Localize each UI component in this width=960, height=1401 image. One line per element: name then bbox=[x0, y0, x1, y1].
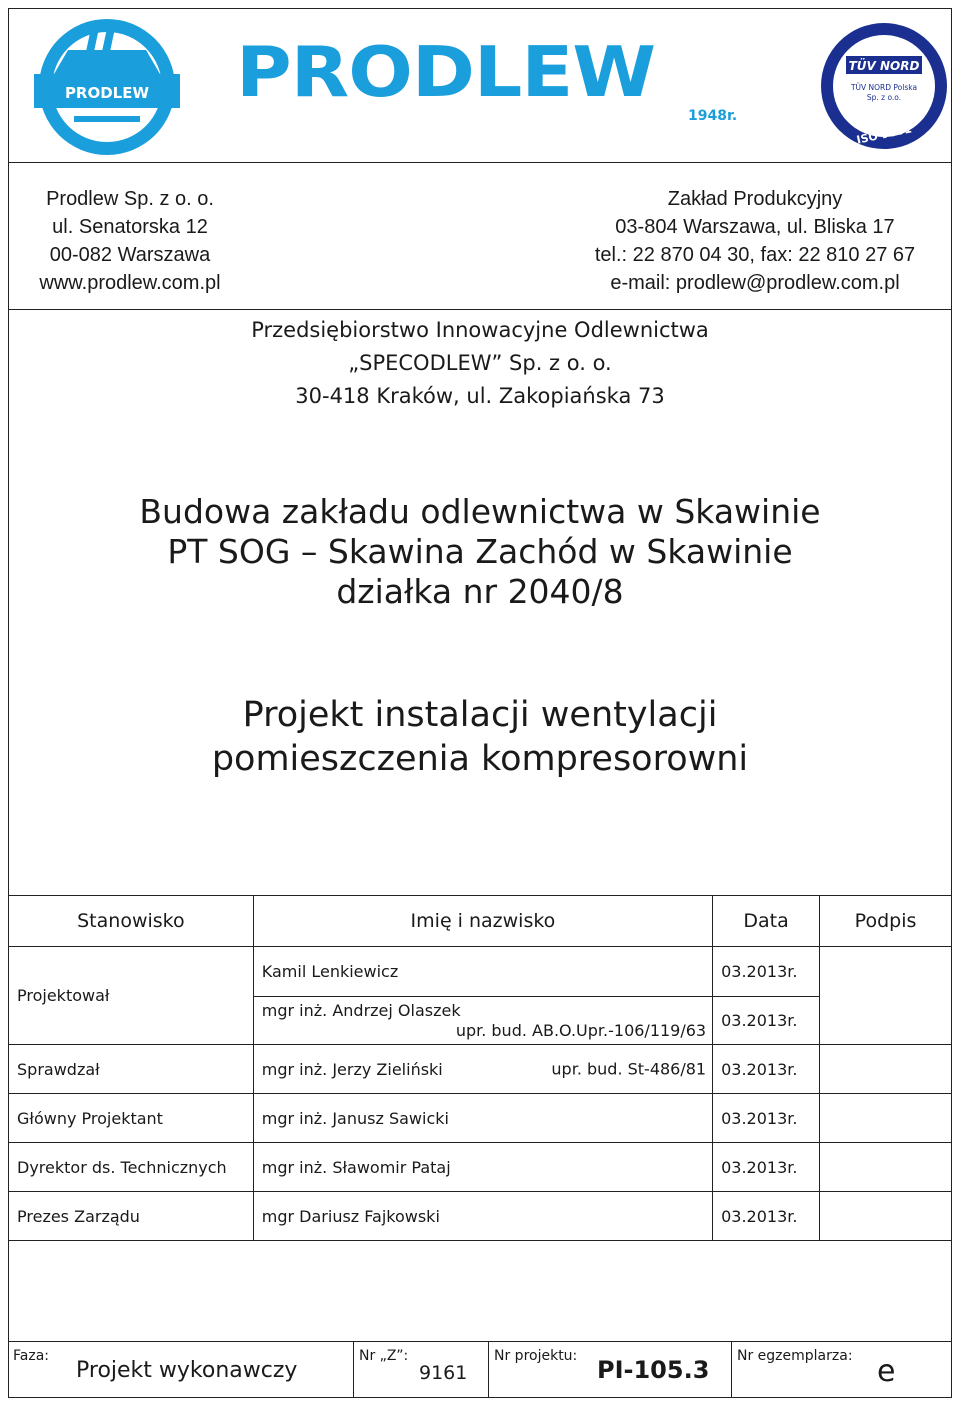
name-cell: mgr inż. Jerzy Zieliński upr. bud. St-486/81 bbox=[253, 1045, 712, 1094]
date-cell: 03.2013r. bbox=[713, 1094, 820, 1143]
table-row bbox=[9, 1192, 952, 1241]
position-cell: Główny Projektant bbox=[9, 1094, 254, 1143]
signature-cell bbox=[820, 1192, 952, 1241]
investment-title bbox=[60, 492, 900, 612]
name-cell: mgr inż. Sławomir Pataj bbox=[253, 1143, 712, 1192]
table-row bbox=[9, 947, 952, 997]
header-name: Imię i nazwisko bbox=[253, 896, 712, 947]
header-date: Data bbox=[713, 896, 820, 947]
signature-table bbox=[8, 895, 952, 1241]
date-cell: 03.2013r. bbox=[713, 1192, 820, 1241]
z-number-label: Nr „Z”: bbox=[359, 1348, 409, 1364]
position-cell: Projektował bbox=[9, 947, 254, 1045]
copy-number-label: Nr egzemplarza: bbox=[737, 1348, 853, 1364]
company-city: 00-082 Warszawa bbox=[49, 244, 211, 266]
brand-name: PRODLEW bbox=[236, 30, 656, 113]
table-row bbox=[9, 1094, 952, 1143]
signature-cell bbox=[820, 1143, 952, 1192]
subcontractor-line-3: 30-418 Kraków, ul. Zakopiańska 73 bbox=[295, 384, 665, 408]
plant-name: Zakład Produkcyjny bbox=[667, 188, 843, 210]
address-left bbox=[14, 185, 246, 297]
company-website: www.prodlew.com.pl bbox=[39, 272, 221, 294]
signature-cell bbox=[820, 1045, 952, 1094]
table-row bbox=[9, 1143, 952, 1192]
table-row bbox=[9, 1045, 952, 1094]
divider-header bbox=[8, 162, 952, 163]
project-title-line-2: pomieszczenia kompresorowni bbox=[211, 739, 749, 779]
investment-line-1: Budowa zakładu odlewnictwa w Skawinie bbox=[139, 492, 821, 531]
plant-address: 03-804 Warszawa, ul. Bliska 17 bbox=[615, 216, 895, 238]
header-position: Stanowisko bbox=[9, 896, 254, 947]
position-cell: Sprawdzał bbox=[9, 1045, 254, 1094]
founding-year: 1948r. bbox=[688, 108, 738, 124]
project-number-value: PI-105.3 bbox=[597, 1356, 710, 1384]
phase-cell bbox=[8, 1342, 353, 1398]
phase-label: Faza: bbox=[13, 1348, 49, 1364]
address-right bbox=[560, 185, 950, 297]
prodlew-emblem-logo bbox=[14, 14, 200, 160]
emblem-badge-text: PRODLEW bbox=[64, 84, 150, 102]
investment-line-3: działka nr 2040/8 bbox=[336, 572, 624, 611]
date-cell: 03.2013r. bbox=[713, 1045, 820, 1094]
name-cell: mgr inż. Janusz Sawicki bbox=[253, 1094, 712, 1143]
plant-phone: tel.: 22 870 04 30, fax: 22 810 27 67 bbox=[594, 244, 916, 266]
header-signature: Podpis bbox=[820, 896, 952, 947]
title-block-footer bbox=[8, 1342, 952, 1398]
phase-value: Projekt wykonawczy bbox=[76, 1358, 298, 1383]
subcontractor-line-2: „SPECODLEW” Sp. z o. o. bbox=[348, 351, 612, 375]
project-number-cell bbox=[488, 1342, 731, 1398]
subcontractor-block bbox=[160, 314, 800, 413]
date-cell: 03.2013r. bbox=[713, 1143, 820, 1192]
project-title bbox=[60, 693, 900, 781]
copy-number-value: e bbox=[877, 1354, 896, 1389]
signature-cell bbox=[820, 1094, 952, 1143]
project-number-label: Nr projektu: bbox=[494, 1348, 578, 1364]
plant-email: e-mail: prodlew@prodlew.com.pl bbox=[610, 272, 900, 294]
svg-text:Sp. z o.o.: Sp. z o.o. bbox=[866, 93, 902, 102]
subcontractor-line-1: Przedsiębiorstwo Innowacyjne Odlewnictwa bbox=[251, 318, 709, 342]
svg-text:TÜV NORD Polska: TÜV NORD Polska bbox=[850, 83, 918, 92]
z-number-value: 9161 bbox=[419, 1362, 468, 1384]
date-cell: 03.2013r. bbox=[713, 947, 820, 997]
project-title-line-1: Projekt instalacji wentylacji bbox=[242, 695, 718, 735]
tuv-iso-certificate-logo bbox=[818, 16, 950, 156]
company-name: Prodlew Sp. z o. o. bbox=[46, 188, 214, 210]
position-cell: Prezes Zarządu bbox=[9, 1192, 254, 1241]
position-cell: Dyrektor ds. Technicznych bbox=[9, 1143, 254, 1192]
signature-cell bbox=[820, 947, 952, 1045]
investment-line-2: PT SOG – Skawina Zachód w Skawinie bbox=[167, 532, 793, 571]
company-street: ul. Senatorska 12 bbox=[52, 216, 208, 238]
copy-number-cell bbox=[731, 1342, 952, 1398]
svg-text:ISO 9001: ISO 9001 bbox=[855, 122, 913, 147]
z-number-cell bbox=[353, 1342, 488, 1398]
divider-address bbox=[8, 309, 952, 310]
name-cell: mgr inż. Andrzej Olaszek upr. bud. AB.O.Upr.-106/119/63 bbox=[253, 997, 712, 1045]
name-cell: Kamil Lenkiewicz bbox=[253, 947, 712, 997]
brand-wordmark bbox=[236, 30, 736, 113]
name-cell: mgr Dariusz Fajkowski bbox=[253, 1192, 712, 1241]
date-cell: 03.2013r. bbox=[713, 997, 820, 1045]
svg-text:TÜV NORD: TÜV NORD bbox=[848, 59, 920, 73]
